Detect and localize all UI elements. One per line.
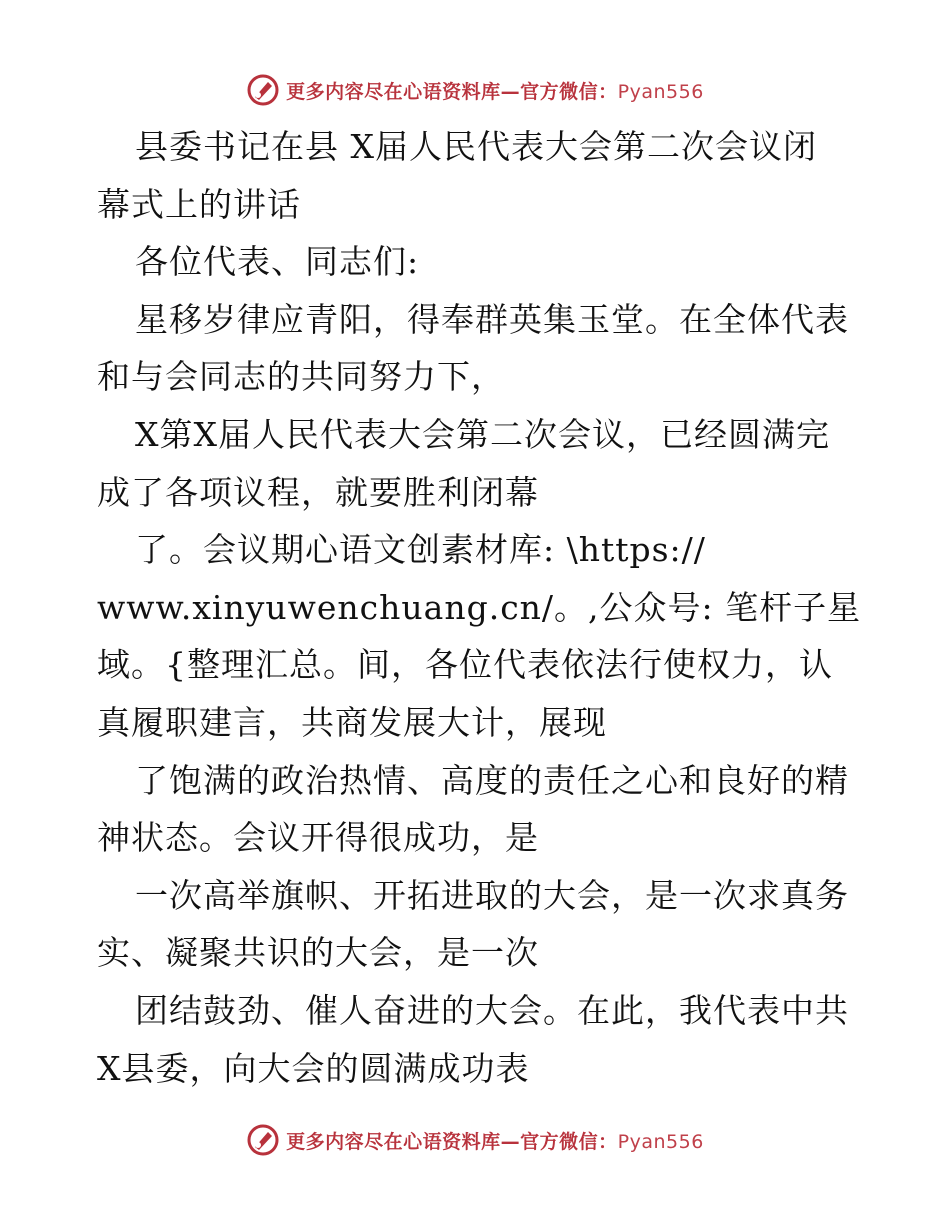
body-line: 域。{整理汇总。间，各位代表依法行使权力，认	[97, 645, 833, 685]
brand-logo-icon	[246, 1123, 280, 1157]
watermark-text: 更多内容尽在心语资料库—官方微信：Pyan556	[286, 80, 704, 103]
body-line: X县委，向大会的圆满成功表	[97, 1048, 530, 1088]
body-line: 真履职建言，共商发展大计，展现	[97, 702, 607, 742]
body-line: X第X届人民代表大会第二次会议，已经圆满完	[135, 414, 830, 454]
body-line: 了饱满的政治热情、高度的责任之心和良好的精	[135, 760, 849, 800]
brand-logo-icon	[246, 73, 280, 107]
document-body	[97, 118, 862, 1097]
body-line: 团结鼓劲、催人奋进的大会。在此，我代表中共	[135, 990, 849, 1030]
body-line: 实、凝聚共识的大会，是一次	[97, 933, 539, 973]
salutation: 各位代表、同志们:	[135, 242, 420, 282]
header-watermark	[0, 70, 950, 110]
body-line: 成了各项议程，就要胜利闭幕	[97, 472, 539, 512]
footer-watermark	[0, 1120, 950, 1160]
body-line: 和与会同志的共同努力下，	[97, 357, 505, 397]
title-line-2: 幕式上的讲话	[97, 184, 301, 224]
title-line-1: 县委书记在县 X届人民代表大会第二次会议闭	[135, 127, 817, 166]
body-line: 神状态。会议开得很成功，是	[97, 818, 539, 858]
body-line: www.xinyuwenchuang.cn/。,公众号: 笔杆子星	[97, 587, 862, 627]
watermark-text: 更多内容尽在心语资料库—官方微信：Pyan556	[286, 1130, 704, 1153]
body-line: 一次高举旗帜、开拓进取的大会，是一次求真务	[135, 875, 849, 915]
body-line: 星移岁律应青阳，得奉群英集玉堂。在全体代表	[135, 299, 849, 339]
body-line: 了。会议期心语文创素材库: \https://	[135, 530, 706, 570]
